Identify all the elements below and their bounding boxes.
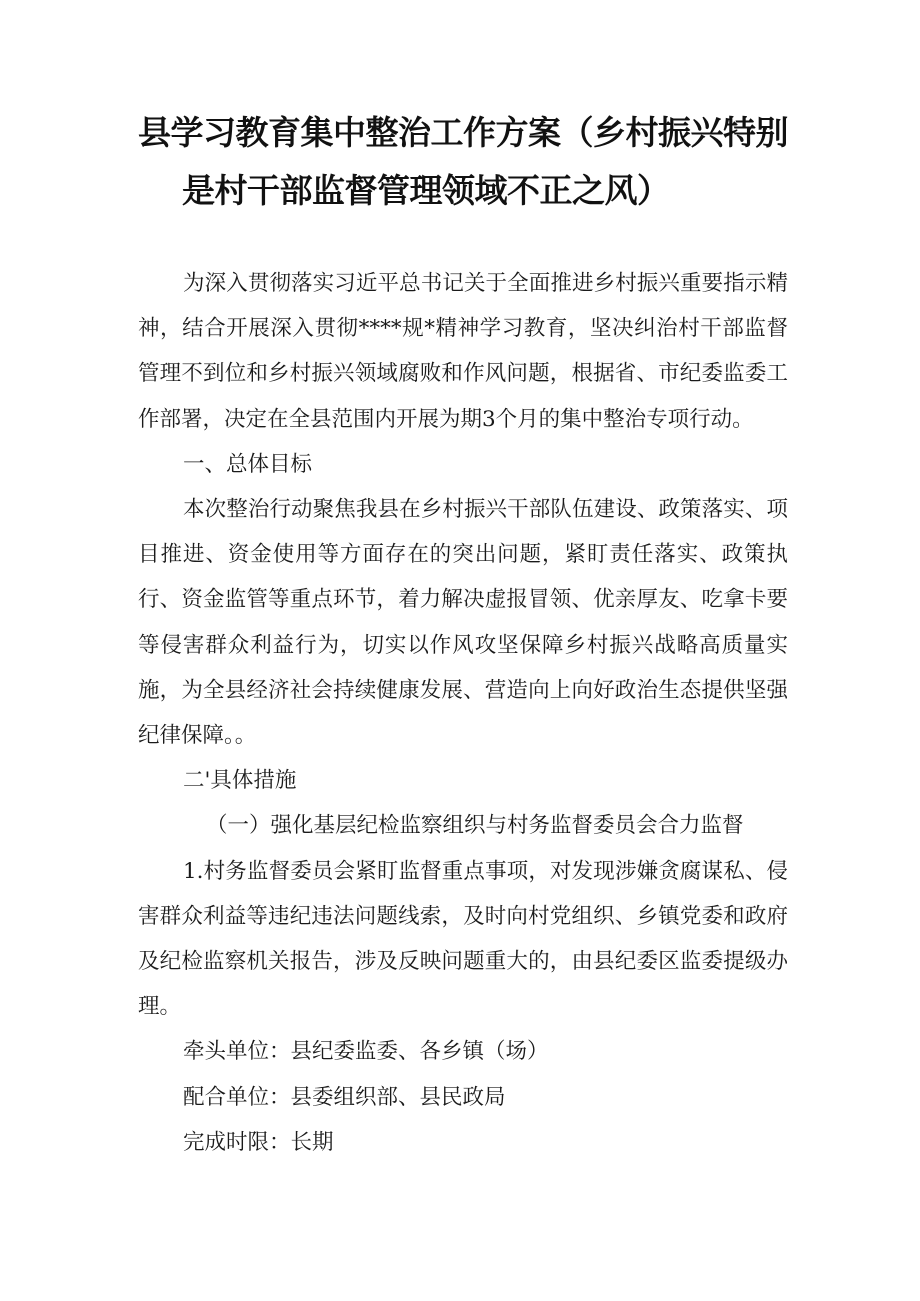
- title-line-1: 县学习教育集中整治工作方案（乡村振兴特别: [138, 113, 788, 152]
- deadline: 完成时限：长期: [183, 1129, 334, 1155]
- lead-unit: 牵头单位：县纪委监委、各乡镇（场）: [183, 1039, 549, 1065]
- intro-paragraph: 为深入贯彻落实习近平总书记关于全面推进乡村振兴重要指示精神，结合开展深入贯彻****规*精神学习教育，坚决纠治村干部监督管理不到位和乡村振兴领域腐败和作风问题，根据省、市纪委监委工作部署，决定在全县范围内开展为期3个月的集中整治专项行动。: [138, 271, 788, 432]
- document-body: [138, 261, 788, 1165]
- title-line-2: 是村干部监督管理领域不正之风）: [182, 171, 670, 210]
- cooperating-unit: 配合单位：县委组织部、县民政局: [183, 1084, 506, 1110]
- section-2-heading: 二'具体措施: [183, 768, 297, 794]
- subsection-1-heading: （一）强化基层纪检监察组织与村务监督委员会合力监督: [206, 813, 744, 839]
- section-1-paragraph: 本次整治行动聚焦我县在乡村振兴干部队伍建设、政策落实、项目推进、资金使用等方面存在的突出问题，紧盯责任落实、政策执行、资金监管等重点环节，着力解决虚报冒领、优亲厚友、吃拿卡要等侵害群众利益行为，切实以作风攻坚保障乡村振兴战略高质量实施，为全县经济社会持续健康发展、营造向上向好政治生态提供坚强纪律保障。。: [138, 497, 788, 749]
- section-1-heading: 一、总体目标: [183, 451, 313, 477]
- document-title: [138, 104, 818, 220]
- item-1-paragraph: 1.村务监督委员会紧盯监督重点事项，对发现涉嫌贪腐谋私、侵害群众利益等违纪违法问题线索，及时向村党组织、乡镇党委和政府及纪检监察机关报告，涉及反映问题重大的，由县纪委区监委提级办理。: [138, 858, 788, 1020]
